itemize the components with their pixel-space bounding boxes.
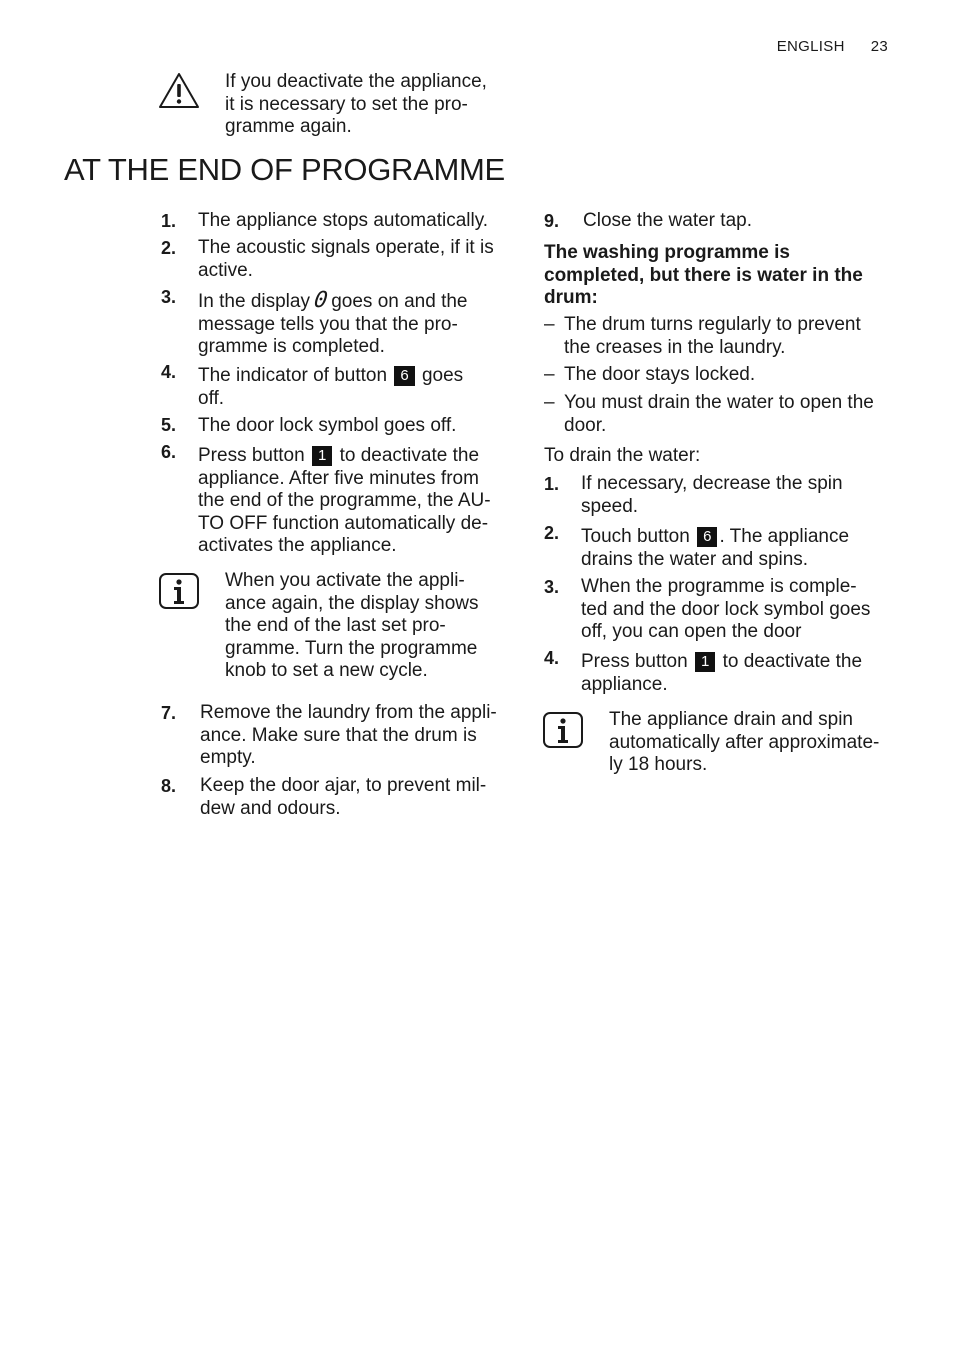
text-line: dew and odours. (200, 797, 341, 819)
text-fragment: goes on and the (331, 291, 468, 312)
bullet-text (564, 314, 861, 359)
step-number: 5. (161, 415, 177, 435)
step-text (198, 237, 494, 282)
step-text (581, 473, 843, 518)
step-text (198, 365, 463, 410)
info-note-text (609, 709, 879, 777)
text-line: knob to set a new cycle. (225, 660, 428, 682)
text-line: it is necessary to set the pro- (225, 93, 468, 115)
heading-line: The washing programme is (544, 242, 790, 263)
text-line: automatically after approximate- (609, 731, 880, 753)
text-line: The appliance stops automatically. (198, 210, 489, 231)
text-line: The drum turns regularly to prevent (564, 314, 861, 335)
dash-marker: – (544, 392, 555, 413)
text-line: ance. Make sure that the drum is (200, 724, 477, 746)
text-line: gramme again. (225, 116, 352, 138)
display-zero-symbol: 0 (312, 288, 330, 313)
text-line: ance again, the display shows (225, 592, 479, 614)
text-line: gramme. Turn the programme (225, 637, 478, 659)
section-title: AT THE END OF PROGRAMME (64, 152, 505, 187)
heading-line: completed, but there is water in the (544, 264, 863, 286)
text-line: appliance. (581, 673, 668, 695)
info-icon (542, 711, 584, 754)
text-line: You must drain the water to open the (564, 392, 874, 413)
step-text (581, 526, 849, 571)
text-line: The acoustic signals operate, if it is (198, 237, 494, 258)
text-line: door. (564, 414, 607, 436)
step-number: 7. (161, 703, 177, 723)
step-number: 3. (544, 577, 560, 597)
text-line: message tells you that the pro- (198, 313, 458, 335)
text-line: empty. (200, 747, 256, 769)
bullet-text (564, 392, 874, 437)
page-header (777, 38, 888, 55)
text-line: drains the water and spins. (581, 548, 809, 570)
step-text (198, 415, 456, 438)
info-note-text (225, 570, 479, 683)
text-fragment: In the display (198, 291, 310, 312)
text-line: ted and the door lock symbol goes (581, 598, 871, 620)
text-line: the end of the last set pro- (225, 615, 446, 637)
button-1-badge: 1 (312, 446, 332, 466)
text-line: the creases in the laundry. (564, 336, 786, 358)
text-fragment: Press button (581, 651, 688, 672)
info-icon (158, 572, 200, 615)
warning-triangle-icon (158, 72, 200, 115)
button-1-badge: 1 (695, 652, 715, 672)
step-number: 4. (544, 648, 560, 668)
language-label: ENGLISH (776, 38, 845, 55)
drain-intro: To drain the water: (544, 445, 701, 466)
text-line: The door lock symbol goes off. (198, 415, 457, 436)
button-6-badge: 6 (394, 366, 414, 386)
step-number: 1. (544, 474, 560, 494)
step-text (583, 210, 752, 233)
heading-line: drum: (544, 287, 598, 309)
text-line: off, you can open the door (581, 621, 802, 643)
text-fragment: goes (421, 365, 464, 386)
step-text (198, 210, 488, 233)
text-line: active. (198, 259, 253, 281)
warning-note-text (225, 71, 487, 139)
step-number: 9. (544, 211, 560, 231)
step-number: 1. (161, 211, 177, 231)
text-line: Remove the laundry from the appli- (200, 702, 497, 723)
text-line: Keep the door ajar, to prevent mil- (200, 775, 487, 796)
bullet-text (564, 364, 755, 387)
text-line: The door stays locked. (564, 364, 756, 385)
text-fragment: . The appliance (719, 526, 850, 547)
text-line: When you activate the appli- (225, 570, 465, 591)
step-text (198, 290, 468, 359)
text-line: If you deactivate the appliance, (225, 71, 487, 92)
text-line: ly 18 hours. (609, 754, 708, 776)
text-line: TO OFF function automatically de- (198, 512, 489, 534)
text-line: speed. (581, 495, 639, 517)
page-number: 23 (870, 38, 888, 55)
button-6-badge: 6 (697, 527, 717, 547)
text-line: off. (198, 387, 225, 409)
text-line: When the programme is comple- (581, 576, 857, 597)
step-text (198, 445, 491, 558)
text-line: the end of the programme, the AU- (198, 490, 491, 512)
step-number: 3. (161, 287, 177, 307)
step-text (581, 651, 862, 696)
step-text (200, 702, 497, 770)
text-fragment: The indicator of button (198, 365, 388, 386)
text-fragment: to deactivate the (722, 651, 863, 672)
text-line: Close the water tap. (583, 210, 752, 231)
step-number: 2. (544, 523, 560, 543)
text-fragment: Press button (198, 445, 305, 466)
text-line: If necessary, decrease the spin (581, 473, 843, 494)
text-fragment: Touch button (581, 526, 690, 547)
text-line: gramme is completed. (198, 336, 385, 358)
step-text (200, 775, 486, 820)
step-text (581, 576, 870, 644)
text-fragment: to deactivate the (339, 445, 480, 466)
water-in-drum-heading (544, 242, 863, 310)
dash-marker: – (544, 314, 555, 335)
step-number: 6. (161, 442, 177, 462)
dash-marker: – (544, 364, 555, 385)
text-line: The appliance drain and spin (609, 709, 854, 730)
text-line: activates the appliance. (198, 535, 397, 557)
step-number: 4. (161, 362, 177, 382)
step-number: 8. (161, 776, 177, 796)
text-line: appliance. After five minutes from (198, 467, 479, 489)
step-number: 2. (161, 238, 177, 258)
